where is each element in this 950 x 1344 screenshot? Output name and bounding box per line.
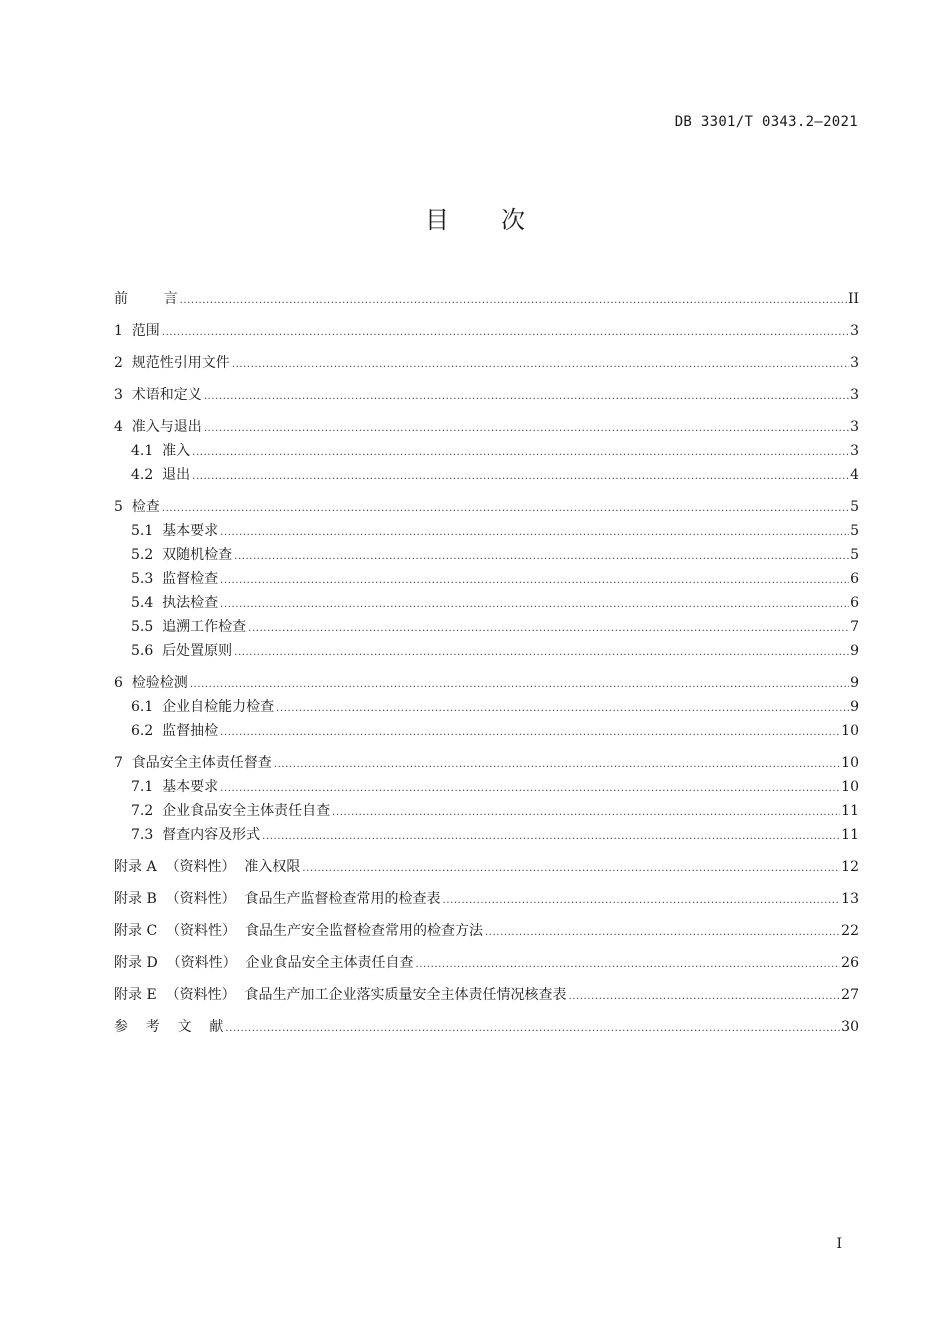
toc-leader-dots bbox=[220, 592, 849, 616]
toc-leader-dots bbox=[274, 752, 840, 776]
toc-leader-dots bbox=[234, 640, 849, 664]
toc-entry[interactable] bbox=[114, 800, 859, 824]
toc-entry-label: 3 术语和定义 bbox=[114, 387, 202, 403]
toc-entry-page: 5 bbox=[850, 547, 859, 563]
table-of-contents bbox=[114, 288, 859, 1048]
toc-leader-dots bbox=[485, 920, 840, 944]
toc-entry[interactable] bbox=[114, 776, 859, 800]
toc-entry-page: 3 bbox=[850, 355, 859, 371]
toc-leader-dots bbox=[225, 1016, 840, 1040]
toc-entry-label: 1 范围 bbox=[114, 323, 160, 339]
toc-entry-page: 26 bbox=[841, 955, 859, 971]
toc-entry[interactable] bbox=[114, 288, 859, 320]
toc-entry[interactable] bbox=[114, 416, 859, 440]
toc-entry-page: 6 bbox=[850, 595, 859, 611]
toc-entry-label: 6.2 监督抽检 bbox=[131, 723, 219, 739]
toc-entry[interactable] bbox=[114, 440, 859, 464]
toc-entry-label: 附录 B （资料性） 食品生产监督检查常用的检查表 bbox=[114, 891, 441, 907]
toc-entry-label: 5.3 监督检查 bbox=[131, 571, 219, 587]
toc-leader-dots bbox=[204, 416, 849, 440]
toc-entry[interactable] bbox=[114, 824, 859, 856]
toc-entry-page: 3 bbox=[850, 387, 859, 403]
toc-entry-page: 10 bbox=[841, 723, 859, 739]
toc-entry-page: 3 bbox=[850, 323, 859, 339]
toc-entry-label: 5.2 双随机检查 bbox=[131, 547, 233, 563]
toc-entry-page: 9 bbox=[850, 675, 859, 691]
toc-leader-dots bbox=[220, 776, 840, 800]
toc-leader-dots bbox=[220, 720, 840, 744]
toc-leader-dots bbox=[192, 464, 849, 488]
toc-entry[interactable] bbox=[114, 672, 859, 696]
toc-entry[interactable] bbox=[114, 1016, 859, 1048]
toc-entry[interactable] bbox=[114, 544, 859, 568]
toc-entry-label: 7 食品安全主体责任督查 bbox=[114, 755, 272, 771]
toc-leader-dots bbox=[192, 440, 849, 464]
toc-entry-label: 附录 D （资料性） 企业食品安全主体责任自查 bbox=[114, 955, 414, 971]
toc-leader-dots bbox=[220, 568, 849, 592]
toc-entry-label: 7.1 基本要求 bbox=[131, 779, 219, 795]
toc-entry[interactable] bbox=[114, 640, 859, 672]
toc-leader-dots bbox=[443, 888, 841, 912]
toc-entry-page: 12 bbox=[841, 859, 859, 875]
toc-entry[interactable] bbox=[114, 496, 859, 520]
toc-entry-page: 11 bbox=[841, 827, 859, 843]
toc-entry-label: 5.5 追溯工作检查 bbox=[131, 619, 247, 635]
toc-entry[interactable] bbox=[114, 856, 859, 888]
toc-entry-label: 7.3 督查内容及形式 bbox=[131, 827, 261, 843]
toc-leader-dots bbox=[162, 320, 849, 344]
document-code: DB 3301/T 0343.2—2021 bbox=[674, 114, 858, 130]
toc-entry-label: 7.2 企业食品安全主体责任自查 bbox=[131, 803, 331, 819]
toc-entry[interactable] bbox=[114, 952, 859, 984]
toc-entry-page: 9 bbox=[850, 699, 859, 715]
toc-entry-label: 5.4 执法检查 bbox=[131, 595, 219, 611]
toc-entry-page: 13 bbox=[841, 891, 859, 907]
toc-entry[interactable] bbox=[114, 320, 859, 352]
toc-entry-label: 2 规范性引用文件 bbox=[114, 355, 230, 371]
toc-entry-page: 11 bbox=[841, 803, 859, 819]
toc-entry-label: 5.6 后处置原则 bbox=[131, 643, 233, 659]
toc-leader-dots bbox=[162, 496, 849, 520]
toc-entry-label: 5 检查 bbox=[114, 499, 160, 515]
toc-entry-label: 前 言 bbox=[114, 291, 178, 307]
toc-entry[interactable] bbox=[114, 352, 859, 384]
toc-entry-label: 附录 A （资料性） 准入权限 bbox=[114, 859, 301, 875]
toc-entry[interactable] bbox=[114, 984, 859, 1016]
toc-leader-dots bbox=[248, 616, 849, 640]
toc-entry-label: 附录 E （资料性） 食品生产加工企业落实质量安全主体责任情况核查表 bbox=[114, 987, 567, 1003]
toc-entry-page: 30 bbox=[841, 1019, 859, 1035]
toc-entry-page: 5 bbox=[850, 499, 859, 515]
toc-entry-label: 6.1 企业自检能力检查 bbox=[131, 699, 275, 715]
toc-leader-dots bbox=[232, 352, 849, 376]
toc-leader-dots bbox=[234, 544, 849, 568]
toc-entry-label: 4.2 退出 bbox=[131, 467, 191, 483]
toc-entry-page: 4 bbox=[850, 467, 859, 483]
toc-entry-label: 6 检验检测 bbox=[114, 675, 188, 691]
toc-entry[interactable] bbox=[114, 752, 859, 776]
toc-entry-label: 4.1 准入 bbox=[131, 443, 191, 459]
toc-entry-page: 6 bbox=[850, 571, 859, 587]
toc-entry-page: 10 bbox=[841, 755, 859, 771]
toc-entry[interactable] bbox=[114, 888, 859, 920]
toc-leader-dots bbox=[262, 824, 840, 848]
toc-entry-page: 9 bbox=[850, 643, 859, 659]
toc-entry[interactable] bbox=[114, 696, 859, 720]
toc-entry-label: 附录 C （资料性） 食品生产安全监督检查常用的检查方法 bbox=[114, 923, 483, 939]
toc-entry[interactable] bbox=[114, 920, 859, 952]
toc-entry-page: II bbox=[847, 291, 859, 307]
toc-entry-page: 3 bbox=[850, 443, 859, 459]
toc-entry-label: 4 准入与退出 bbox=[114, 419, 202, 435]
toc-leader-dots bbox=[204, 384, 849, 408]
toc-leader-dots bbox=[332, 800, 840, 824]
toc-leader-dots bbox=[415, 952, 840, 976]
toc-entry[interactable] bbox=[114, 520, 859, 544]
page-number: I bbox=[836, 1236, 842, 1252]
toc-leader-dots bbox=[276, 696, 849, 720]
toc-entry[interactable] bbox=[114, 592, 859, 616]
toc-entry[interactable] bbox=[114, 464, 859, 496]
toc-leader-dots bbox=[302, 856, 840, 880]
toc-entry[interactable] bbox=[114, 616, 859, 640]
toc-entry-label: 参 考 文 献 bbox=[114, 1019, 224, 1035]
page-title: 目次 bbox=[425, 206, 577, 234]
toc-leader-dots bbox=[190, 672, 849, 696]
toc-entry[interactable] bbox=[114, 720, 859, 752]
toc-entry-page: 7 bbox=[850, 619, 859, 635]
toc-entry-page: 22 bbox=[841, 923, 859, 939]
toc-leader-dots bbox=[180, 288, 847, 312]
toc-entry-page: 3 bbox=[850, 419, 859, 435]
toc-entry[interactable] bbox=[114, 568, 859, 592]
toc-entry-page: 10 bbox=[841, 779, 859, 795]
toc-leader-dots bbox=[220, 520, 849, 544]
toc-entry-label: 5.1 基本要求 bbox=[131, 523, 219, 539]
toc-entry[interactable] bbox=[114, 384, 859, 416]
toc-entry-page: 5 bbox=[850, 523, 859, 539]
toc-entry-page: 27 bbox=[841, 987, 859, 1003]
toc-leader-dots bbox=[568, 984, 840, 1008]
